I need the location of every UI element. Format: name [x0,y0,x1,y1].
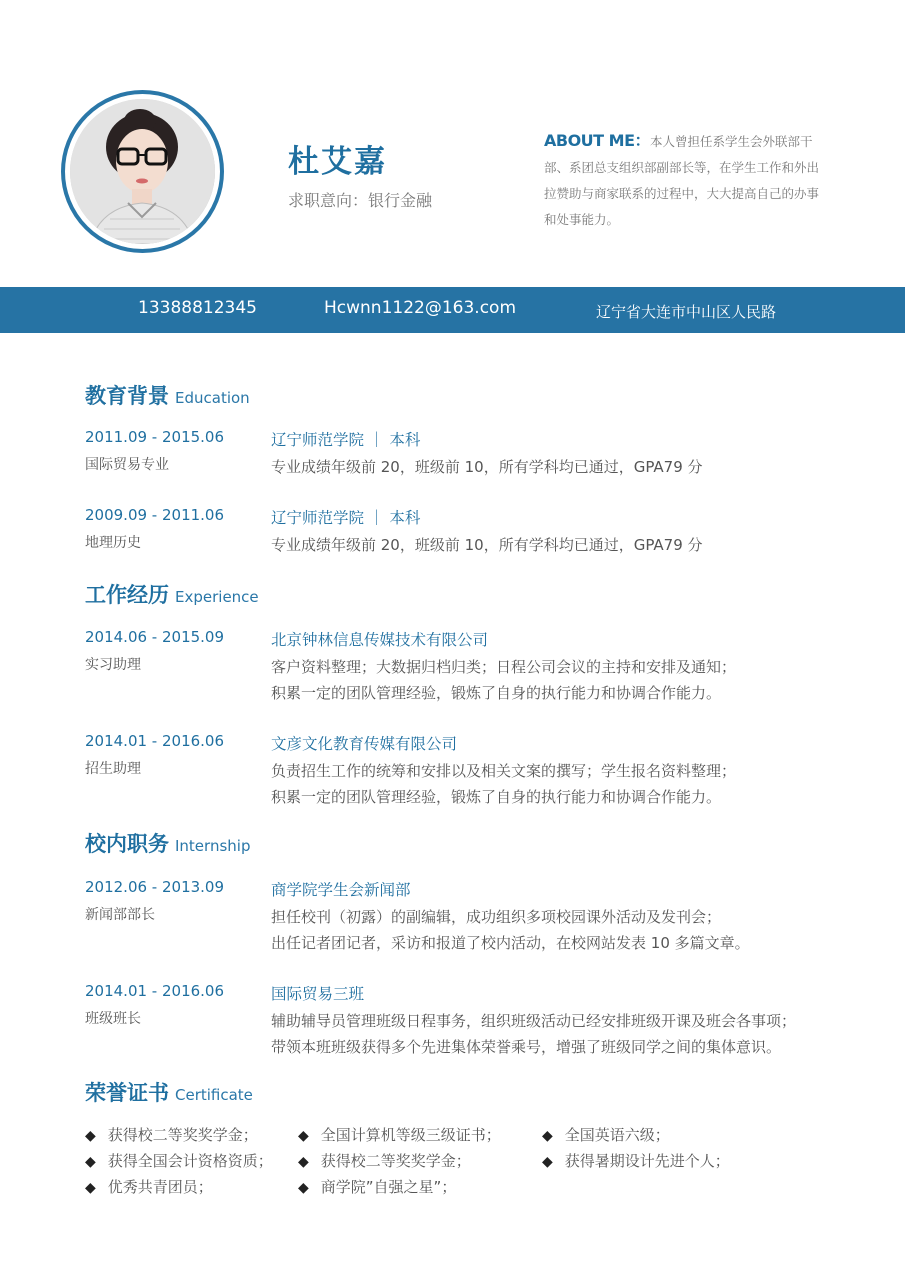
entry-desc [271,454,703,480]
entry-date: 2011.09 - 2015.06 [85,428,225,446]
section-title-education [85,380,250,410]
entry-role: 实习助理 [85,657,141,673]
entry-desc-line: 带领本班班级获得多个先进集体荣誉乘号，增强了班级同学之间的集体意识。 [271,1038,782,1056]
certificate-item: ◆ 获得暑期设计先进个人； [542,1152,730,1170]
entry-role: 新闻部部长 [85,907,155,923]
certificate-item: ◆ 优秀共青团员； [85,1178,213,1196]
about-me [544,128,826,233]
entry-org: 文彦文化教育传媒有限公司 [271,735,458,753]
entry-date: 2012.06 - 2013.09 [85,878,225,896]
section-title-cn: 教育背景 [85,384,169,408]
profile-photo-frame [61,90,224,253]
section-title-en: Experience [175,588,259,606]
entry-org: 商学院学生会新闻部 [271,881,411,899]
contact-bar [0,287,905,333]
section-title-cn: 荣誉证书 [85,1081,169,1105]
entry-desc-line: 积累一定的团队管理经验，锻炼了自身的执行能力和协调合作能力。 [271,788,722,806]
entry-role: 地理历史 [85,535,141,551]
home-address: 辽宁省大连市中山区人民路 [596,303,777,321]
candidate-name: 杜艾嘉 [288,144,387,180]
entry-date: 2009.09 - 2011.06 [85,506,225,524]
entry-date: 2014.01 - 2016.06 [85,982,225,1000]
entry-desc-line: 专业成绩年级前 20，班级前 10，所有学科均已通过，GPA79 分 [271,536,703,554]
entry-role: 国际贸易专业 [85,457,169,473]
phone-number: 13388812345 [138,298,257,318]
section-title-internship [85,828,250,858]
section-title-en: Education [175,389,250,407]
about-me-text: 本人曾担任系学生会外联部干部、系团总支组织部副部长等，在学生工作和外出拉赞助与商家联系的过程中，大大提高自己的办事和处事能力。 [544,134,820,227]
profile-photo [70,99,215,244]
entry-desc-line: 负责招生工作的统筹和安排以及相关文案的撰写；学生报名资料整理； [271,762,737,780]
section-title-en: Internship [175,837,251,855]
diamond-bullet-icon: ◆ [542,1128,553,1144]
entry-org: 辽宁师范学院 ｜ 本科 [271,509,421,527]
entry-date: 2014.06 - 2015.09 [85,628,225,646]
entry-desc-line: 专业成绩年级前 20，班级前 10，所有学科均已通过，GPA79 分 [271,458,703,476]
entry-org: 国际贸易三班 [271,985,365,1003]
entry-desc [271,532,703,558]
entry-desc [271,654,736,706]
entry-desc [271,758,736,810]
certificate-item: ◆ 全国计算机等级三级证书； [298,1126,501,1144]
entry-desc-line: 客户资料整理；大数据归档归类；日程公司会议的主持和安排及通知； [271,658,737,676]
diamond-bullet-icon: ◆ [298,1154,309,1170]
certificate-item: ◆ 获得校二等奖奖学金； [298,1152,471,1170]
entry-desc [271,904,750,956]
entry-org: 北京钟林信息传媒技术有限公司 [271,631,489,649]
section-title-cn: 工作经历 [85,583,169,607]
diamond-bullet-icon: ◆ [298,1180,309,1196]
certificate-item: ◆ 商学院”自强之星”； [298,1178,457,1196]
entry-desc-line: 积累一定的团队管理经验，锻炼了自身的执行能力和协调合作能力。 [271,684,722,702]
certificate-item: ◆ 全国英语六级； [542,1126,670,1144]
entry-desc [271,1008,796,1060]
entry-desc-line: 辅助辅导员管理班级日程事务，组织班级活动已经安排班级开课及班会各事项； [271,1012,797,1030]
section-title-en: Certificate [175,1086,253,1104]
certificate-item: ◆ 获得全国会计资格资质； [85,1152,273,1170]
diamond-bullet-icon: ◆ [85,1128,96,1144]
section-title-experience [85,579,259,609]
diamond-bullet-icon: ◆ [85,1180,96,1196]
section-title-certificate [85,1077,253,1107]
avatar-illustration [70,99,215,244]
entry-role: 招生助理 [85,761,141,777]
entry-org: 辽宁师范学院 ｜ 本科 [271,431,421,449]
diamond-bullet-icon: ◆ [85,1154,96,1170]
diamond-bullet-icon: ◆ [542,1154,553,1170]
entry-role: 班级班长 [85,1011,141,1027]
certificate-item: ◆ 获得校二等奖奖学金； [85,1126,258,1144]
entry-desc-line: 担任校刊（初露）的副编辑，成功组织多项校园课外活动及发刊会； [271,908,722,926]
diamond-bullet-icon: ◆ [298,1128,309,1144]
entry-date: 2014.01 - 2016.06 [85,732,225,750]
entry-desc-line: 出任记者团记者，采访和报道了校内活动，在校网站发表 10 多篇文章。 [271,934,750,952]
section-title-cn: 校内职务 [85,832,169,856]
about-me-label: ABOUT ME： [544,131,651,150]
job-intent: 求职意向：银行金融 [288,191,433,210]
email-address[interactable]: Hcwnn1122@163.com [324,298,517,318]
